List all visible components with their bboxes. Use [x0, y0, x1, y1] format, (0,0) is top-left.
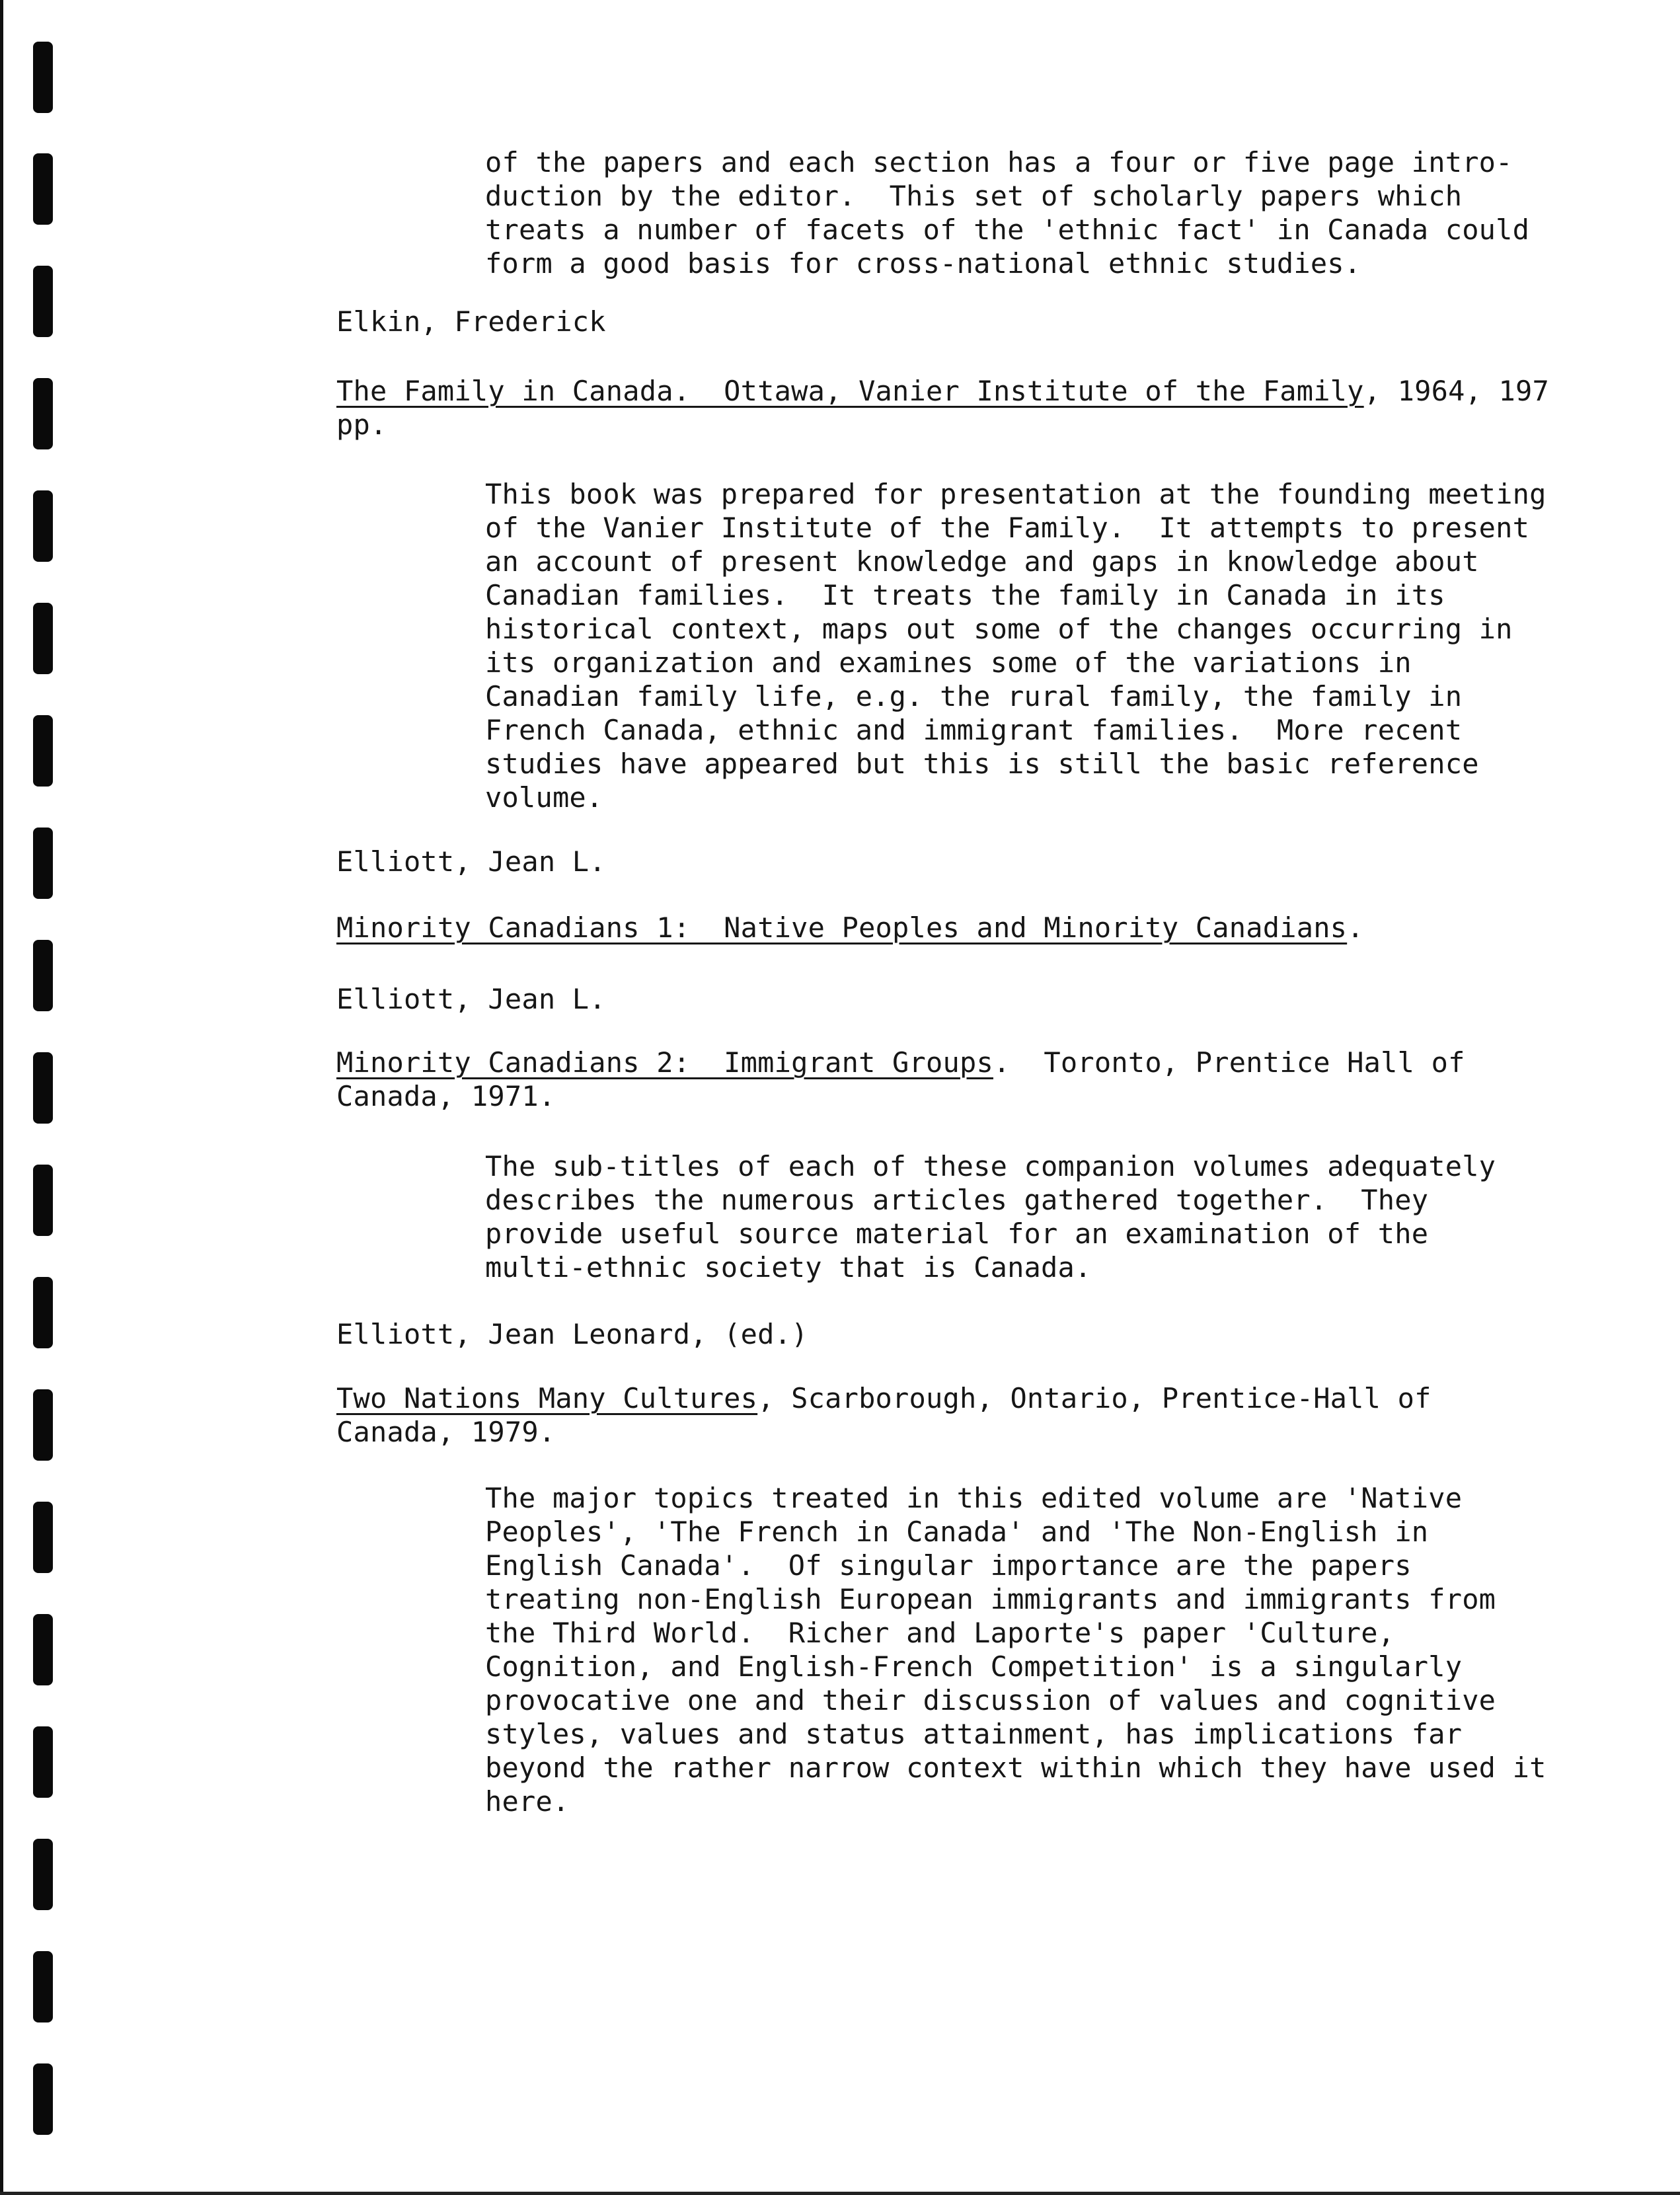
annotation-line: historical context, maps out some of the changes occurring in — [485, 613, 1513, 645]
entry-title: Minority Canadians 2: Immigrant Groups — [336, 1046, 993, 1079]
binder-hole — [33, 490, 53, 562]
annotation-line: volume. — [485, 781, 603, 814]
annotation-line: an account of present knowledge and gaps in knowledge about — [485, 545, 1479, 578]
annotation-line: The sub-titles of each of these companion volumes adequately — [485, 1150, 1496, 1182]
entry-publication-cont: pp. — [336, 408, 387, 441]
binder-hole — [33, 42, 53, 113]
entry-annotation — [485, 1481, 1546, 1818]
binder-hole — [33, 828, 53, 899]
annotation-line: of the Vanier Institute of the Family. It attempts to present — [485, 512, 1530, 544]
entry-publication: . — [1347, 911, 1364, 944]
entry-publication-cont: Canada, 1979. — [336, 1416, 556, 1448]
binder-hole — [33, 715, 53, 787]
annotation-line: here. — [485, 1785, 570, 1818]
intro-paragraph — [485, 145, 1529, 280]
entry-publication-cont: Canada, 1971. — [336, 1080, 556, 1112]
entry-publication: . Toronto, Prentice Hall of — [993, 1046, 1465, 1079]
binder-hole — [33, 266, 53, 337]
entry-citation — [336, 374, 1549, 442]
page-left-border — [0, 0, 3, 2195]
binder-hole — [33, 1726, 53, 1798]
annotation-line: the Third World. Richer and Laporte's paper 'Culture, — [485, 1617, 1395, 1649]
entry-title: Minority Canadians 1: Native Peoples and Minority Canadians — [336, 911, 1348, 944]
entry-annotation — [485, 477, 1546, 814]
entry-title: Two Nations Many Cultures — [336, 1382, 758, 1414]
entry-annotation — [485, 1149, 1496, 1284]
entry-author: Elliott, Jean Leonard, (ed.) — [336, 1318, 808, 1350]
binder-hole — [33, 378, 53, 449]
binder-hole — [33, 1839, 53, 1910]
entry-citation — [336, 1381, 1432, 1449]
binder-hole — [33, 1614, 53, 1685]
annotation-line: provocative one and their discussion of values and cognitive — [485, 1684, 1496, 1716]
annotation-line: The major topics treated in this edited volume are 'Native — [485, 1482, 1463, 1514]
annotation-line: Canadian families. It treats the family in Canada in its — [485, 579, 1445, 611]
annotation-line: describes the numerous articles gathered together. They — [485, 1184, 1429, 1216]
binder-hole — [33, 2063, 53, 2135]
entry-publication: , Scarborough, Ontario, Prentice-Hall of — [757, 1382, 1432, 1414]
annotation-line: provide useful source material for an examination of the — [485, 1217, 1429, 1250]
binder-hole — [33, 1052, 53, 1124]
binder-hole — [33, 1277, 53, 1348]
annotation-line: treating non-English European immigrants and immigrants from — [485, 1583, 1496, 1615]
annotation-line: Cognition, and English-French Competition' is a singularly — [485, 1650, 1463, 1683]
entry-publication: , 1964, 197 — [1363, 375, 1550, 407]
binder-hole — [33, 1951, 53, 2022]
page-bottom-border — [0, 2192, 1680, 2195]
binder-hole — [33, 1502, 53, 1573]
annotation-line: French Canada, ethnic and immigrant families. More recent — [485, 714, 1463, 746]
entry-citation — [336, 911, 1364, 944]
annotation-line: its organization and examines some of the variations in — [485, 646, 1412, 679]
annotation-line: Canadian family life, e.g. the rural family, the family in — [485, 680, 1463, 712]
binder-hole — [33, 603, 53, 674]
entry-author: Elliott, Jean L. — [336, 983, 606, 1015]
binder-hole — [33, 1165, 53, 1236]
annotation-line: styles, values and status attainment, has implications far — [485, 1718, 1463, 1750]
entry-title: The Family in Canada. Ottawa, Vanier Institute of the Family — [336, 375, 1364, 407]
intro-line: of the papers and each section has a four or five page intro- — [485, 146, 1513, 178]
intro-line: duction by the editor. This set of scholarly papers which — [485, 180, 1463, 212]
binder-hole — [33, 1389, 53, 1461]
binder-hole — [33, 153, 53, 225]
annotation-line: multi-ethnic society that is Canada. — [485, 1251, 1092, 1284]
annotation-line: Peoples', 'The French in Canada' and 'The Non-English in — [485, 1516, 1429, 1548]
intro-line: form a good basis for cross-national ethnic studies. — [485, 247, 1361, 280]
annotation-line: This book was prepared for presentation at the founding meeting — [485, 478, 1546, 510]
annotation-line: English Canada'. Of singular importance are the papers — [485, 1549, 1412, 1582]
intro-line: treats a number of facets of the 'ethnic fact' in Canada could — [485, 213, 1530, 246]
entry-author: Elliott, Jean L. — [336, 845, 606, 878]
annotation-line: beyond the rather narrow context within which they have used it — [485, 1752, 1546, 1784]
annotation-line: studies have appeared but this is still the basic reference — [485, 748, 1479, 780]
binder-hole — [33, 940, 53, 1011]
entry-citation — [336, 1046, 1465, 1113]
entry-author: Elkin, Frederick — [336, 305, 606, 338]
